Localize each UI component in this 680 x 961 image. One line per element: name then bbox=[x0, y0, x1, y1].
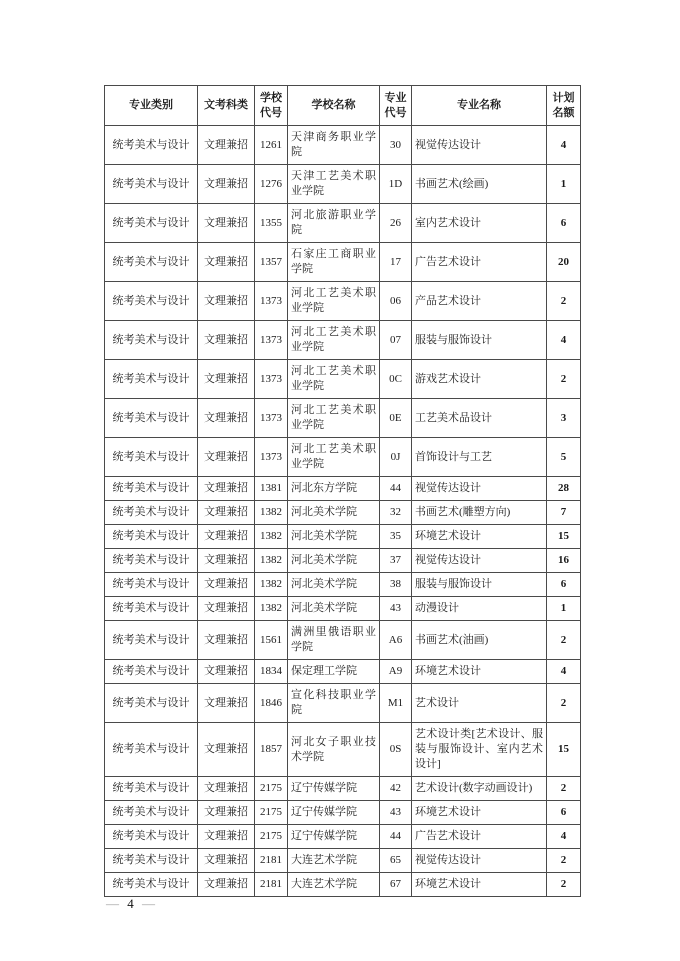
cell-major_code: 0J bbox=[380, 438, 412, 477]
cell-major_name: 服装与服饰设计 bbox=[412, 321, 547, 360]
table-row bbox=[105, 399, 581, 438]
cell-category: 统考美术与设计 bbox=[105, 849, 198, 873]
page-number: 4 bbox=[127, 896, 135, 911]
cell-major_name: 室内艺术设计 bbox=[412, 204, 547, 243]
cell-major_code: 42 bbox=[380, 777, 412, 801]
cell-major_code: 44 bbox=[380, 825, 412, 849]
cell-major_code: 43 bbox=[380, 801, 412, 825]
cell-major_code: 67 bbox=[380, 873, 412, 897]
table-row bbox=[105, 621, 581, 660]
cell-category: 统考美术与设计 bbox=[105, 321, 198, 360]
table-row bbox=[105, 477, 581, 501]
cell-major_name: 环境艺术设计 bbox=[412, 873, 547, 897]
cell-quota: 2 bbox=[547, 849, 581, 873]
table-row bbox=[105, 660, 581, 684]
header-row bbox=[105, 86, 581, 126]
cell-major_name: 视觉传达设计 bbox=[412, 477, 547, 501]
cell-school_code: 1561 bbox=[255, 621, 288, 660]
column-header-exam_type: 文考科类 bbox=[198, 86, 255, 126]
cell-quota: 1 bbox=[547, 597, 581, 621]
cell-school_code: 1846 bbox=[255, 684, 288, 723]
cell-major_code: 35 bbox=[380, 525, 412, 549]
admission-plan-table bbox=[104, 85, 581, 897]
cell-major_name: 产品艺术设计 bbox=[412, 282, 547, 321]
cell-category: 统考美术与设计 bbox=[105, 399, 198, 438]
cell-school_name: 宣化科技职业学院 bbox=[288, 684, 380, 723]
cell-exam_type: 文理兼招 bbox=[198, 126, 255, 165]
table-row bbox=[105, 873, 581, 897]
cell-major_code: M1 bbox=[380, 684, 412, 723]
cell-category: 统考美术与设计 bbox=[105, 282, 198, 321]
cell-quota: 16 bbox=[547, 549, 581, 573]
cell-major_code: 37 bbox=[380, 549, 412, 573]
cell-school_code: 2175 bbox=[255, 825, 288, 849]
cell-category: 统考美术与设计 bbox=[105, 204, 198, 243]
table-row bbox=[105, 525, 581, 549]
table-row bbox=[105, 360, 581, 399]
cell-major_name: 工艺美术品设计 bbox=[412, 399, 547, 438]
cell-exam_type: 文理兼招 bbox=[198, 549, 255, 573]
cell-exam_type: 文理兼招 bbox=[198, 501, 255, 525]
table-row bbox=[105, 825, 581, 849]
cell-category: 统考美术与设计 bbox=[105, 684, 198, 723]
cell-quota: 15 bbox=[547, 723, 581, 777]
cell-school_name: 天津工艺美术职业学院 bbox=[288, 165, 380, 204]
cell-category: 统考美术与设计 bbox=[105, 243, 198, 282]
cell-quota: 2 bbox=[547, 873, 581, 897]
cell-school_name: 辽宁传媒学院 bbox=[288, 801, 380, 825]
table-row bbox=[105, 597, 581, 621]
cell-school_name: 河北工艺美术职业学院 bbox=[288, 399, 380, 438]
page-footer bbox=[106, 896, 156, 912]
cell-quota: 2 bbox=[547, 621, 581, 660]
cell-quota: 4 bbox=[547, 321, 581, 360]
cell-school_name: 河北工艺美术职业学院 bbox=[288, 438, 380, 477]
cell-school_code: 1261 bbox=[255, 126, 288, 165]
table-row bbox=[105, 801, 581, 825]
cell-exam_type: 文理兼招 bbox=[198, 282, 255, 321]
table-row bbox=[105, 573, 581, 597]
cell-major_code: A9 bbox=[380, 660, 412, 684]
cell-exam_type: 文理兼招 bbox=[198, 849, 255, 873]
cell-major_name: 广告艺术设计 bbox=[412, 243, 547, 282]
cell-school_name: 天津商务职业学院 bbox=[288, 126, 380, 165]
cell-exam_type: 文理兼招 bbox=[198, 873, 255, 897]
table-row bbox=[105, 549, 581, 573]
cell-major_code: A6 bbox=[380, 621, 412, 660]
cell-exam_type: 文理兼招 bbox=[198, 477, 255, 501]
cell-major_name: 视觉传达设计 bbox=[412, 549, 547, 573]
cell-school_code: 2175 bbox=[255, 777, 288, 801]
table-row bbox=[105, 438, 581, 477]
cell-major_name: 环境艺术设计 bbox=[412, 801, 547, 825]
cell-exam_type: 文理兼招 bbox=[198, 399, 255, 438]
cell-category: 统考美术与设计 bbox=[105, 360, 198, 399]
cell-quota: 2 bbox=[547, 282, 581, 321]
cell-major_code: 0C bbox=[380, 360, 412, 399]
cell-school_code: 2181 bbox=[255, 873, 288, 897]
cell-school_code: 1276 bbox=[255, 165, 288, 204]
cell-quota: 7 bbox=[547, 501, 581, 525]
cell-major_name: 游戏艺术设计 bbox=[412, 360, 547, 399]
cell-category: 统考美术与设计 bbox=[105, 597, 198, 621]
cell-school_name: 保定理工学院 bbox=[288, 660, 380, 684]
cell-school_name: 河北女子职业技术学院 bbox=[288, 723, 380, 777]
cell-school_name: 河北工艺美术职业学院 bbox=[288, 360, 380, 399]
cell-school_name: 石家庄工商职业学院 bbox=[288, 243, 380, 282]
cell-major_code: 38 bbox=[380, 573, 412, 597]
cell-major_name: 环境艺术设计 bbox=[412, 660, 547, 684]
cell-school_code: 2181 bbox=[255, 849, 288, 873]
cell-major_code: 30 bbox=[380, 126, 412, 165]
footer-right-dash: — bbox=[142, 896, 156, 911]
column-header-school_name: 学校名称 bbox=[288, 86, 380, 126]
cell-major_name: 艺术设计(数字动画设计) bbox=[412, 777, 547, 801]
cell-school_name: 河北工艺美术职业学院 bbox=[288, 321, 380, 360]
table-row bbox=[105, 849, 581, 873]
cell-school_name: 河北美术学院 bbox=[288, 597, 380, 621]
cell-category: 统考美术与设计 bbox=[105, 825, 198, 849]
cell-school_code: 1382 bbox=[255, 525, 288, 549]
cell-school_name: 河北旅游职业学院 bbox=[288, 204, 380, 243]
cell-exam_type: 文理兼招 bbox=[198, 243, 255, 282]
cell-quota: 28 bbox=[547, 477, 581, 501]
cell-major_name: 书画艺术(油画) bbox=[412, 621, 547, 660]
cell-category: 统考美术与设计 bbox=[105, 549, 198, 573]
cell-exam_type: 文理兼招 bbox=[198, 801, 255, 825]
cell-school_code: 1373 bbox=[255, 282, 288, 321]
column-header-major_name: 专业名称 bbox=[412, 86, 547, 126]
cell-major_code: 1D bbox=[380, 165, 412, 204]
cell-category: 统考美术与设计 bbox=[105, 801, 198, 825]
column-header-category: 专业类别 bbox=[105, 86, 198, 126]
cell-category: 统考美术与设计 bbox=[105, 873, 198, 897]
table-row bbox=[105, 684, 581, 723]
cell-major_name: 环境艺术设计 bbox=[412, 525, 547, 549]
cell-school_name: 河北美术学院 bbox=[288, 549, 380, 573]
cell-exam_type: 文理兼招 bbox=[198, 165, 255, 204]
cell-quota: 1 bbox=[547, 165, 581, 204]
cell-major_code: 65 bbox=[380, 849, 412, 873]
cell-school_code: 1373 bbox=[255, 399, 288, 438]
cell-school_code: 2175 bbox=[255, 801, 288, 825]
cell-school_code: 1373 bbox=[255, 321, 288, 360]
cell-major_name: 视觉传达设计 bbox=[412, 126, 547, 165]
cell-major_name: 书画艺术(绘画) bbox=[412, 165, 547, 204]
cell-exam_type: 文理兼招 bbox=[198, 360, 255, 399]
cell-category: 统考美术与设计 bbox=[105, 165, 198, 204]
cell-category: 统考美术与设计 bbox=[105, 573, 198, 597]
cell-exam_type: 文理兼招 bbox=[198, 825, 255, 849]
cell-school_name: 河北工艺美术职业学院 bbox=[288, 282, 380, 321]
cell-category: 统考美术与设计 bbox=[105, 477, 198, 501]
cell-major_code: 0S bbox=[380, 723, 412, 777]
cell-exam_type: 文理兼招 bbox=[198, 204, 255, 243]
cell-quota: 5 bbox=[547, 438, 581, 477]
cell-major_name: 广告艺术设计 bbox=[412, 825, 547, 849]
table-row bbox=[105, 321, 581, 360]
table-row bbox=[105, 501, 581, 525]
cell-major_name: 书画艺术(雕塑方向) bbox=[412, 501, 547, 525]
cell-major_code: 0E bbox=[380, 399, 412, 438]
cell-major_code: 32 bbox=[380, 501, 412, 525]
cell-exam_type: 文理兼招 bbox=[198, 597, 255, 621]
cell-school_name: 河北东方学院 bbox=[288, 477, 380, 501]
cell-exam_type: 文理兼招 bbox=[198, 321, 255, 360]
cell-exam_type: 文理兼招 bbox=[198, 777, 255, 801]
table-body bbox=[105, 126, 581, 897]
cell-school_name: 河北美术学院 bbox=[288, 501, 380, 525]
cell-school_name: 河北美术学院 bbox=[288, 525, 380, 549]
cell-school_name: 大连艺术学院 bbox=[288, 849, 380, 873]
cell-major_code: 07 bbox=[380, 321, 412, 360]
footer-left-dash: — bbox=[106, 896, 120, 911]
cell-category: 统考美术与设计 bbox=[105, 660, 198, 684]
cell-quota: 4 bbox=[547, 126, 581, 165]
cell-major_code: 17 bbox=[380, 243, 412, 282]
cell-school_code: 1857 bbox=[255, 723, 288, 777]
cell-quota: 6 bbox=[547, 801, 581, 825]
cell-school_name: 满洲里俄语职业学院 bbox=[288, 621, 380, 660]
cell-major_code: 44 bbox=[380, 477, 412, 501]
column-header-school_code: 学校代号 bbox=[255, 86, 288, 126]
cell-school_name: 辽宁传媒学院 bbox=[288, 825, 380, 849]
cell-school_code: 1381 bbox=[255, 477, 288, 501]
cell-major_name: 视觉传达设计 bbox=[412, 849, 547, 873]
cell-quota: 4 bbox=[547, 825, 581, 849]
cell-major_code: 26 bbox=[380, 204, 412, 243]
cell-major_code: 06 bbox=[380, 282, 412, 321]
table-row bbox=[105, 243, 581, 282]
cell-quota: 15 bbox=[547, 525, 581, 549]
cell-exam_type: 文理兼招 bbox=[198, 660, 255, 684]
cell-quota: 3 bbox=[547, 399, 581, 438]
cell-major_name: 服装与服饰设计 bbox=[412, 573, 547, 597]
cell-school_code: 1382 bbox=[255, 501, 288, 525]
cell-quota: 2 bbox=[547, 684, 581, 723]
cell-category: 统考美术与设计 bbox=[105, 621, 198, 660]
cell-school_name: 大连艺术学院 bbox=[288, 873, 380, 897]
table-row bbox=[105, 165, 581, 204]
cell-school_code: 1373 bbox=[255, 438, 288, 477]
table-row bbox=[105, 282, 581, 321]
cell-quota: 2 bbox=[547, 360, 581, 399]
cell-exam_type: 文理兼招 bbox=[198, 573, 255, 597]
table-row bbox=[105, 126, 581, 165]
cell-exam_type: 文理兼招 bbox=[198, 525, 255, 549]
cell-exam_type: 文理兼招 bbox=[198, 723, 255, 777]
cell-school_code: 1834 bbox=[255, 660, 288, 684]
cell-exam_type: 文理兼招 bbox=[198, 684, 255, 723]
cell-school_name: 河北美术学院 bbox=[288, 573, 380, 597]
cell-school_code: 1357 bbox=[255, 243, 288, 282]
cell-major_name: 动漫设计 bbox=[412, 597, 547, 621]
table-header bbox=[105, 86, 581, 126]
cell-school_name: 辽宁传媒学院 bbox=[288, 777, 380, 801]
column-header-major_code: 专业代号 bbox=[380, 86, 412, 126]
cell-category: 统考美术与设计 bbox=[105, 438, 198, 477]
cell-school_code: 1382 bbox=[255, 549, 288, 573]
cell-school_code: 1355 bbox=[255, 204, 288, 243]
cell-major_name: 首饰设计与工艺 bbox=[412, 438, 547, 477]
cell-quota: 20 bbox=[547, 243, 581, 282]
cell-major_code: 43 bbox=[380, 597, 412, 621]
cell-category: 统考美术与设计 bbox=[105, 525, 198, 549]
cell-quota: 6 bbox=[547, 204, 581, 243]
cell-exam_type: 文理兼招 bbox=[198, 621, 255, 660]
cell-category: 统考美术与设计 bbox=[105, 723, 198, 777]
table-row bbox=[105, 723, 581, 777]
cell-category: 统考美术与设计 bbox=[105, 126, 198, 165]
cell-major_name: 艺术设计类[艺术设计、服装与服饰设计、室内艺术设计] bbox=[412, 723, 547, 777]
cell-quota: 2 bbox=[547, 777, 581, 801]
cell-quota: 4 bbox=[547, 660, 581, 684]
cell-school_code: 1373 bbox=[255, 360, 288, 399]
cell-quota: 6 bbox=[547, 573, 581, 597]
table-row bbox=[105, 204, 581, 243]
cell-category: 统考美术与设计 bbox=[105, 777, 198, 801]
cell-school_code: 1382 bbox=[255, 573, 288, 597]
column-header-quota: 计划名额 bbox=[547, 86, 581, 126]
table-row bbox=[105, 777, 581, 801]
cell-school_code: 1382 bbox=[255, 597, 288, 621]
cell-category: 统考美术与设计 bbox=[105, 501, 198, 525]
cell-exam_type: 文理兼招 bbox=[198, 438, 255, 477]
cell-major_name: 艺术设计 bbox=[412, 684, 547, 723]
